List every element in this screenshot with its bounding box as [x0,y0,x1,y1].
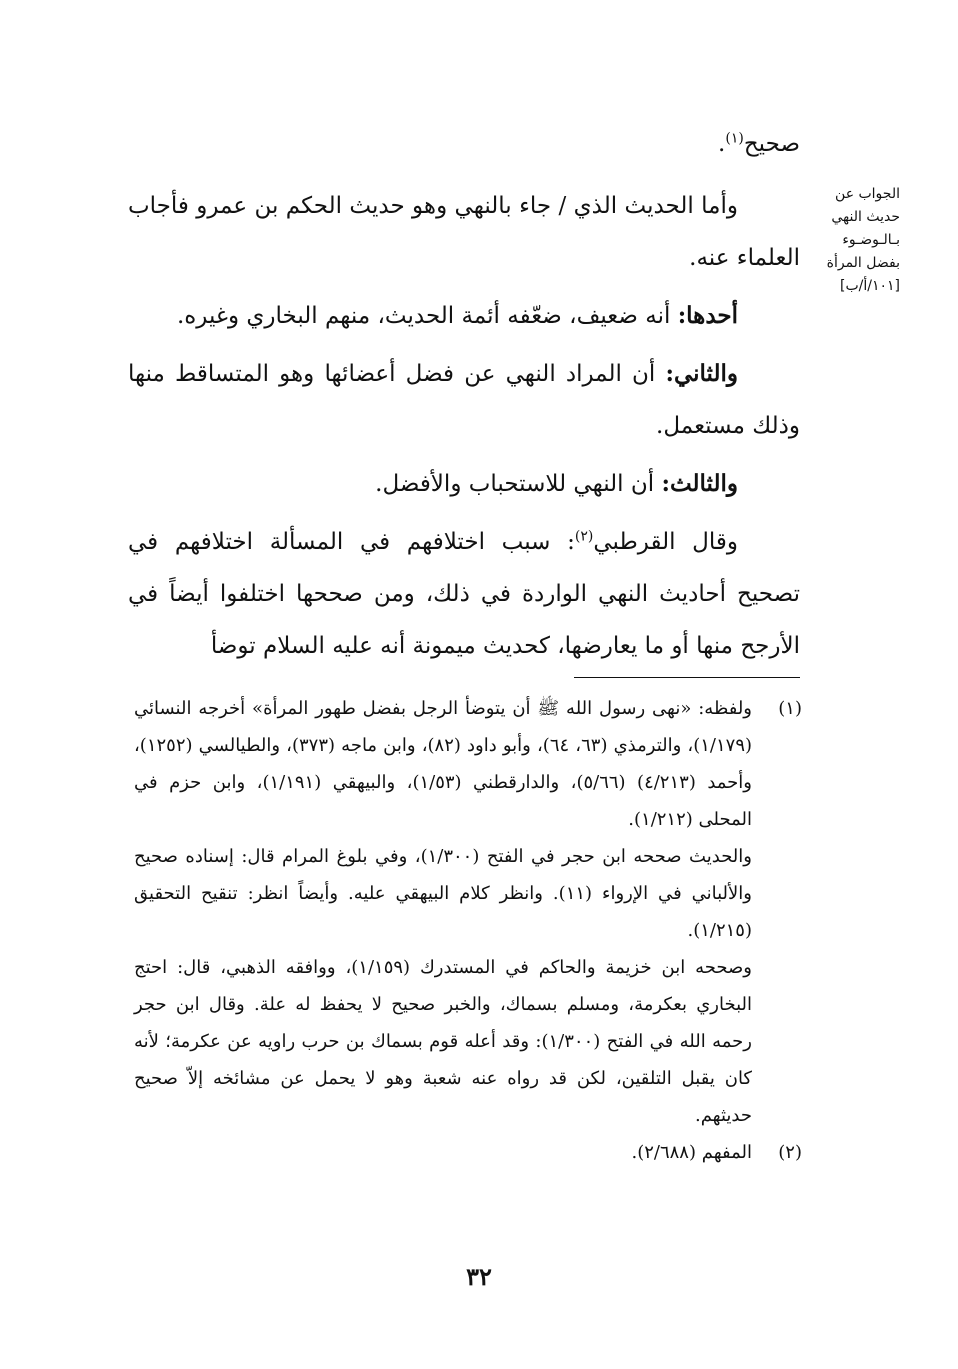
top-line-end: . [718,131,726,157]
answer-item-3 [128,458,800,510]
footnote-ref-2: (٢) [574,528,594,545]
margin-note [808,183,900,298]
footnote-1-para-1: ولفظه: «نهى رسول الله ﷺ أن يتوضأ الرجل بفضل طهور المرأة» أخرجه النسائي (١/١٧٩)، والترمذي (٦٣، ٦٤)، وأبو داود (٨٢)، وابن ماجه (٣٧٣)، والطيالسي (١٢٥٢)، وأحمد (٤/٢١٣) (٥/٦٦)، والدارقطني (١/٥٣)، والبيهقي (١/١٩١)، وابن حزم في المحلى (١/٢١٢). [134,698,753,830]
answer-item-3-text: أن النهي للاستحباب والأفضل. [375,471,662,497]
answer-item-1 [128,290,800,342]
footnote-2-text: المفهم (٢/٦٨٨). [631,1142,752,1163]
main-text-block [128,118,800,672]
answer-item-3-lead: والثالث: [661,470,738,497]
margin-note-line: بفضل المرأة [826,255,900,271]
qurtubi-start: وقال القرطبي [593,529,739,555]
page-number: ٣٢ [466,1262,492,1291]
paragraph-hakam-hadith: وأما الحديث الذي / جاء بالنهي وهو حديث الحكم بن عمرو فأجاب العلماء عنه. [128,193,800,271]
footnote-2 [134,1134,802,1171]
margin-note-line: بـالـوضـوء [842,232,900,248]
top-line [128,118,800,170]
footnote-2-number: (٢) [778,1142,802,1163]
top-line-word: صحيح [743,131,800,157]
footnote-1-para-3: وصححه ابن خزيمة والحاكم في المستدرك (١/١٥٩)، ووافقه الذهبي، قال: احتج البخاري بعكرمة، ومسلم بسماك، والخبر صحيح لا يحفظ له علة. وقال ابن حجر رحمه الله في الفتح (١/٣٠٠): وقد أعله قوم بسماك بن حرب راويه عن عكرمة؛ لأنه كان يقبل التلقين، لكن قد رواه عنه شعبة وهو لا يحمل عن مشائخه إلاّ صحيح حديثهم. [134,957,753,1126]
answer-item-1-text: أنه ضعيف، ضعّفه أئمة الحديث، منهم البخاري وغيره. [176,303,678,329]
margin-note-line: الجواب عن [835,186,900,202]
footnote-1-number: (١) [778,698,802,719]
footnotes-block [134,690,802,1171]
margin-note-line: [١٠١/أ/ب] [840,278,900,294]
answer-item-2-text: أن المراد النهي عن فضل أعضائها وهو المتساقط منها وذلك مستعمل. [128,361,800,439]
answer-item-2 [128,348,800,452]
paragraph-qurtubi [128,516,800,672]
footnote-1-para-2: والحديث صححه ابن حجر في الفتح (١/٣٠٠)، وفي بلوغ المرام قال: إسناده صحيح والألباني في الإرواء (١١). وانظر كلام البيهقي عليه. وأيضاً انظر: تنقيح التحقيق (١/٢١٥). [134,846,752,941]
footnote-1-body [134,690,752,1134]
footnote-ref-1: (١) [725,130,744,147]
footnote-2-body [134,1134,752,1171]
qurtubi-rest: : سبب اختلافهم في المسألة اختلافهم في تصحيح أحاديث النهي الواردة في ذلك، ومن صححها اختلفوا أيضاً في الأرجح منها أو ما يعارضها، كحديث ميمونة أنه عليه السلام توضأ [128,529,800,659]
answer-item-2-lead: والثاني: [665,360,738,387]
footnote-separator [574,677,800,678]
answer-item-1-lead: أحدها: [677,302,738,329]
margin-note-line: حديث النهي [831,209,900,225]
footnote-1 [134,690,802,1134]
